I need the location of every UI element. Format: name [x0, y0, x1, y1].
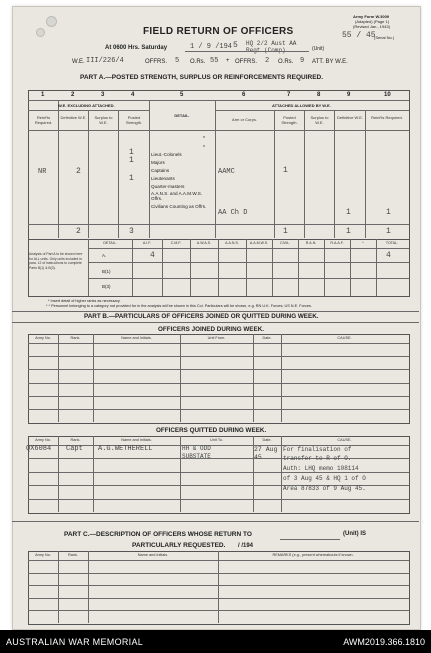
table-head: Unit To.: [210, 438, 223, 442]
col-posted2: Posted Strength.: [281, 115, 298, 125]
caption-bar: [0, 630, 431, 653]
analysis-row-b3: B(3): [102, 284, 111, 289]
quitted-date: 27 Aug 45: [254, 446, 278, 461]
table-head: Rank.: [68, 553, 78, 557]
table-head: Name and Initials.: [121, 336, 152, 340]
detail-row: Majors: [151, 160, 165, 165]
att-label: ATT. BY W.E.: [312, 59, 348, 65]
grid-line: [376, 239, 377, 296]
we-value: III/226/4: [86, 57, 124, 65]
value-posted-ltcol: 1: [129, 148, 134, 157]
analysis-aif-a: 4: [150, 251, 155, 260]
value-arm-chd: AA Ch D: [218, 209, 248, 217]
grid-line: [162, 239, 163, 296]
col-surplus: Surplus to W.E.: [94, 115, 113, 125]
table-head: Date.: [262, 438, 272, 442]
analysis-head: DETAIL.: [103, 241, 117, 245]
detail-row: Captains: [151, 168, 170, 173]
quitted-army-no: QX6084: [26, 445, 52, 453]
value-posted-maj: 1: [129, 156, 134, 165]
plus-sign: +: [226, 58, 230, 64]
grid-line: [58, 436, 59, 512]
ors-label: O.Rs.: [190, 59, 206, 65]
form-title: FIELD RETURN OF OFFICERS: [143, 26, 294, 37]
part-c-title: PART C.—DESCRIPTION OF OFFICERS WHOSE RETURN TO: [64, 531, 252, 538]
part-a-title: PART A.—POSTED STRENGTH, SURPLUS OR REINFORCEMENTS REQUIRED.: [80, 74, 324, 81]
table-head: Name and Initials.: [137, 553, 169, 557]
total-posted: 3: [129, 227, 134, 236]
header-date: 1 / 9 /194: [190, 43, 233, 51]
offrs2-label: OFFRS.: [235, 59, 257, 65]
footnote-2: * * Personnel belonging to a category not provided for in the analysis will be shown in this Col. Particulars will be shown, e.g. RN U.K. Forces; US N.E. Forces.: [46, 304, 312, 308]
col-arm: Arm or Corps.: [232, 117, 257, 122]
total-posted2: 1: [283, 227, 288, 236]
grid-line: [28, 356, 409, 357]
serial-number: 55 / 45: [342, 31, 376, 40]
detail-row: Lieut.-Colonels: [151, 152, 182, 157]
grid-line: [28, 369, 409, 370]
col-posted: Posted Strength.: [125, 115, 143, 125]
column-number: 9: [347, 92, 351, 98]
detail-row: Quarter-masters: [151, 184, 185, 189]
column-number: 7: [287, 92, 291, 98]
column-number: 1: [41, 92, 45, 98]
offrs2-value: 2: [265, 57, 270, 65]
table-head: Date.: [262, 336, 272, 340]
quitted-cause-4: of 3 Aug 45 & HQ 1 of O: [283, 475, 366, 482]
total-definitive2: 1: [346, 227, 351, 236]
detail-row: A.A.N.S. and A.A.M.W.S. Offrs.: [151, 191, 203, 201]
grid-line: [190, 239, 191, 296]
total-definitive: 2: [76, 227, 81, 236]
grid-line: [298, 239, 299, 296]
analysis-row-a: A.: [102, 253, 107, 258]
table-head: Army No.: [35, 336, 51, 340]
grid-line: [218, 551, 219, 623]
header-year: 5: [233, 41, 238, 50]
table-head: Army No.: [35, 553, 51, 557]
value-posted-lt: 1: [129, 174, 134, 183]
table-head: Rank.: [70, 438, 81, 442]
ors2-label: O.Rs.: [278, 59, 294, 65]
serial-label: (Serial No.): [374, 35, 395, 40]
grid-line: [28, 499, 409, 500]
footnote-1: * Insert detail of higher ranks as necessary.: [48, 299, 121, 303]
form-ref-3: (Revised Jan., 1943): [353, 24, 390, 29]
table-head: Rank.: [70, 336, 81, 340]
grid-line: [324, 239, 325, 296]
joined-table: [28, 334, 410, 424]
grid-line: [246, 239, 247, 296]
grid-line: [28, 560, 409, 561]
column-number: 4: [131, 92, 135, 98]
value-posted2: 1: [283, 166, 288, 175]
col-reinfts2: Reinf'ts Required.: [371, 115, 403, 120]
detail-list: [151, 151, 213, 209]
grid-line: [28, 396, 409, 397]
grid-line: [28, 343, 409, 344]
table-head: CAUSE.: [337, 438, 352, 442]
analysis-total-a: 4: [386, 251, 391, 260]
grid-line: [218, 239, 219, 296]
table-head: Name and Initials.: [121, 438, 152, 442]
analysis-head: TOTAL.: [385, 241, 399, 245]
grid-line: [93, 436, 94, 512]
grid-line: [28, 573, 409, 574]
column-number: 2: [71, 92, 75, 98]
part-a-table: [28, 90, 410, 240]
ors-value: 55: [210, 57, 219, 65]
joined-title: OFFICERS JOINED DURING WEEK.: [158, 326, 265, 333]
grid-line: [132, 239, 133, 296]
col-reinfts: Reinf'ts Required.: [34, 115, 53, 125]
table-head: Army No.: [35, 438, 51, 442]
analysis-head: A.A.N.S.: [225, 241, 239, 245]
col-detail: DETAIL.: [174, 113, 190, 118]
grid-line: [88, 551, 89, 623]
grid-line: [281, 436, 282, 512]
asterisk-mark: *: [203, 136, 205, 142]
header-at: At 0600 Hrs. Saturday: [105, 45, 168, 51]
analysis-head: R.A.A.F.: [330, 241, 344, 245]
column-number: 3: [101, 92, 105, 98]
total-reinfts2: 1: [386, 227, 391, 236]
part-c-table: [28, 551, 410, 625]
header-unit: HQ 2/2 Aust AA: [246, 40, 297, 47]
value-reinfts: NR: [38, 168, 47, 176]
column-number: 10: [384, 92, 391, 98]
quitted-cause-5: Area 87833 of 9 Aug 45.: [283, 485, 366, 492]
attached-label: ATTACHED ALLOWED BY W.E.: [272, 103, 331, 108]
quitted-cause-1: For finalisation of: [283, 446, 352, 453]
caption-right: AWM2019.366.1810: [343, 637, 425, 647]
quitted-rank: Capt: [66, 445, 83, 453]
offrs-label: OFFRS.: [145, 59, 167, 65]
analysis-head: *: [362, 241, 364, 245]
we-label: W.E.: [72, 59, 85, 65]
grid-line: [28, 585, 409, 586]
grid-line: [28, 598, 409, 599]
ors2-value: 9: [300, 57, 305, 65]
punch-hole-icon: [46, 16, 57, 27]
offrs-value: 5: [175, 57, 180, 65]
quitted-name: A.G.WETHERELL: [98, 445, 153, 453]
column-number: 5: [180, 92, 184, 98]
table-head: REMARKS (e.g., present whereabouts if known.: [272, 553, 354, 557]
analysis-note: Analysis of Part A to be shown here for ALL units. Only units included in para. 12 of instructions to complete Parts B(1) & B(3).: [29, 252, 83, 270]
quitted-title: OFFICERS QUITTED DURING WEEK.: [156, 427, 267, 434]
caption-left: AUSTRALIAN WAR MEMORIAL: [6, 637, 144, 647]
we-excl-label: W.E. EXCLUDING ATTACHED.: [58, 103, 115, 108]
table-head: CAUSE.: [337, 336, 352, 340]
column-number: 8: [317, 92, 321, 98]
part-b-title: PART B.—PARTICULARS OF OFFICERS JOINED OR QUITTED DURING WEEK.: [84, 313, 319, 320]
analysis-head: C.M.F.: [170, 241, 182, 245]
quitted-unit-to: HH & ODD SUBSTATE: [182, 445, 211, 460]
asterisk-mark: *: [203, 145, 205, 151]
col-definitive: Definitive W.E.: [60, 115, 87, 120]
grid-line: [180, 436, 181, 512]
quitted-cause-3: Auth: LHQ memo 108114: [283, 465, 359, 472]
detail-row: Lieutenants: [151, 176, 175, 181]
grid-line: [58, 551, 59, 623]
part-c-date: / /194: [238, 543, 254, 549]
value-reinfts2: 1: [386, 208, 391, 217]
grid-line: [350, 239, 351, 296]
value-arm-aamc: AAMC: [218, 168, 235, 176]
form-ref-2: (Adapted) (Page 1): [355, 19, 390, 24]
analysis-head: A.I.F.: [142, 241, 152, 245]
col-surplus2: Surplus to W.E.: [310, 115, 329, 125]
part-c-unit: (Unit) IS: [343, 531, 366, 537]
analysis-row-b1: B(1): [102, 269, 111, 274]
column-number: 6: [242, 92, 246, 98]
analysis-head: R.A.N.: [305, 241, 317, 245]
grid-line: [28, 610, 409, 611]
analysis-head: A.W.A.S.: [196, 241, 212, 245]
part-c-line2: PARTICULARLY REQUESTED.: [132, 542, 226, 549]
form-ref-1: Army Form W.3009: [353, 14, 390, 19]
table-head: Unit From.: [207, 336, 226, 340]
col-definitive2: Definitive W.E.: [336, 115, 363, 120]
grid-line: [272, 239, 273, 296]
quitted-cause-2: transfer to R of O.: [283, 455, 352, 462]
grid-line: [28, 383, 409, 384]
analysis-head: A.A.M.W.S.: [249, 241, 269, 245]
header-unit-label: (Unit): [312, 46, 325, 52]
value-definitive2: 1: [346, 208, 351, 217]
grid-line: [28, 409, 409, 410]
analysis-head: CIVIL.: [280, 241, 290, 245]
punch-hole-icon: [36, 28, 45, 37]
value-definitive: 2: [76, 167, 81, 176]
detail-row: Civilians Counting as Offrs.: [151, 204, 207, 209]
